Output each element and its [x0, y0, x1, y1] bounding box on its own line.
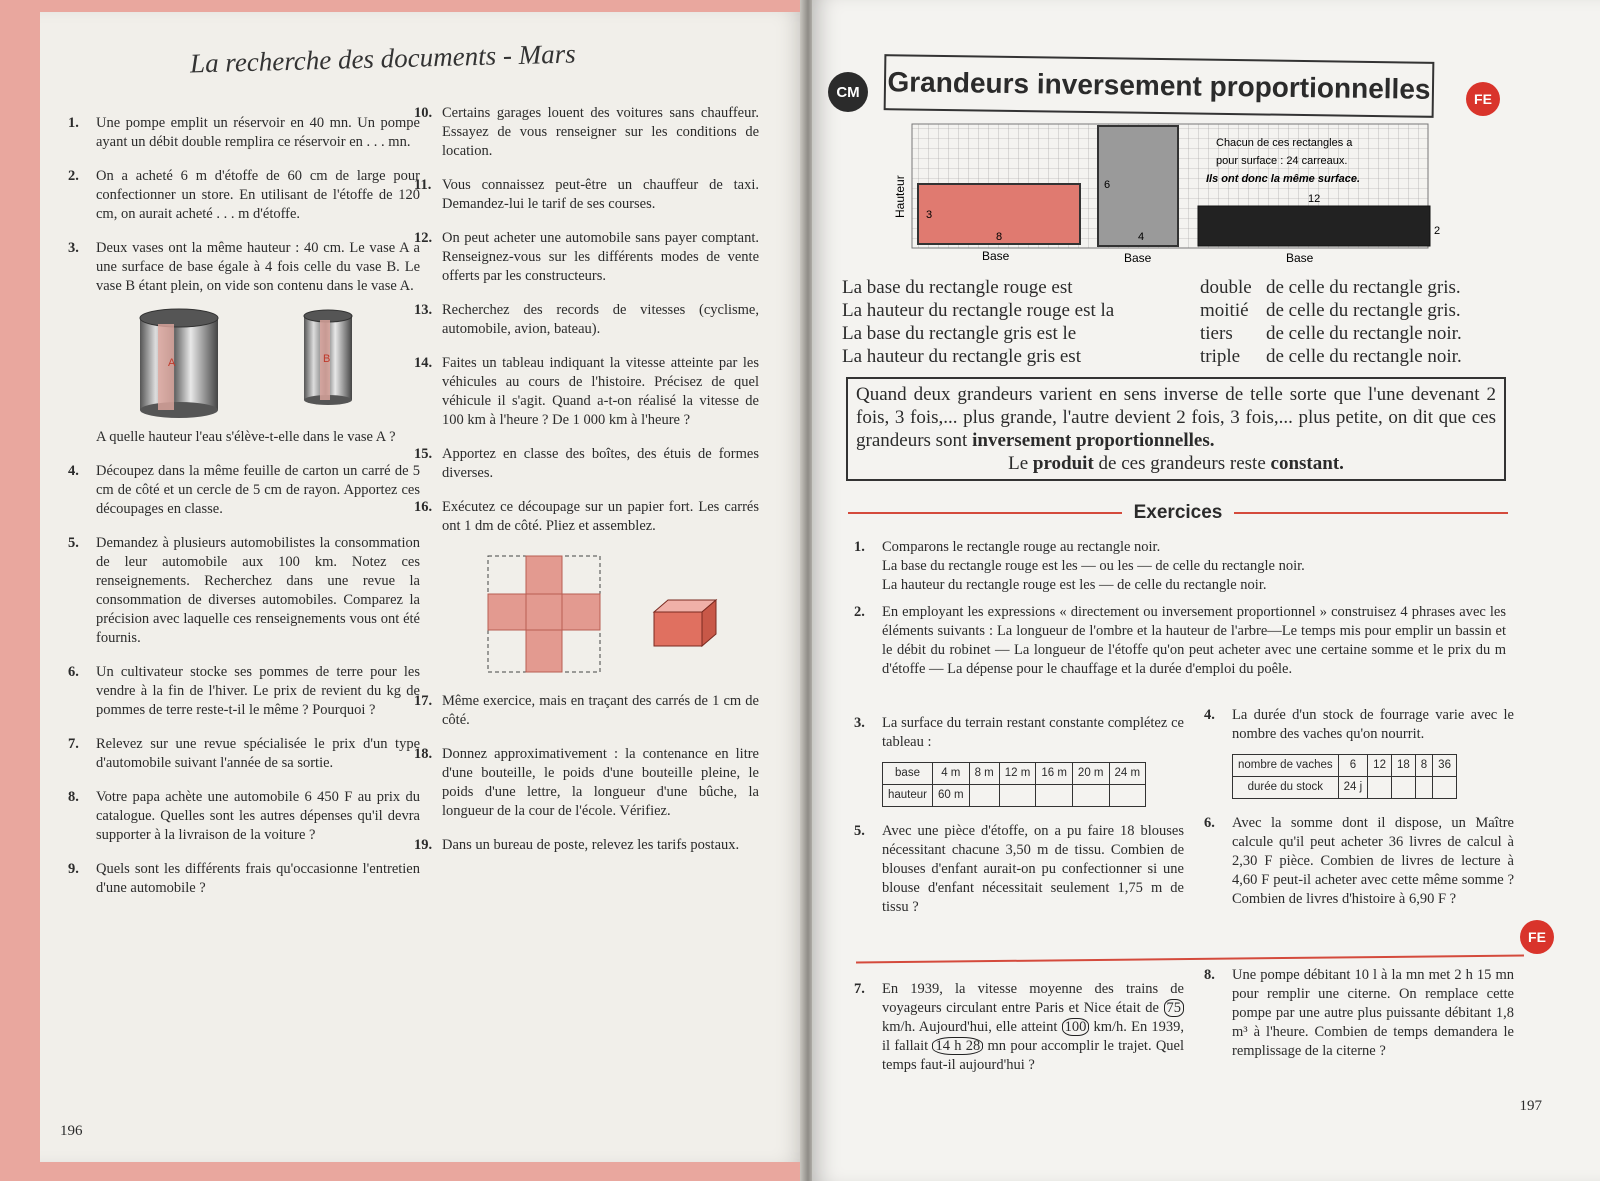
exercise-18 [414, 745, 759, 821]
comparison-subject: La hauteur du rectangle gris est [842, 346, 1081, 367]
circled-value: 100 [1062, 1018, 1090, 1036]
exercise-text: mn pour accomplir le trajet. Quel temps faut-il aujourd'hui ? [882, 1038, 1185, 1073]
exercise-number: 1. [854, 539, 865, 555]
exercise-text: Même exercice, mais en traçant des carrés de 1 cm de côté. [442, 693, 759, 728]
table-cell [999, 785, 1036, 807]
base-label-gray: Base [1124, 251, 1152, 265]
exercise-1 [68, 114, 420, 152]
box-net-figure [414, 546, 759, 686]
red-base-label: 8 [996, 231, 1003, 243]
exercise-8 [68, 788, 420, 845]
exercise-r6 [1204, 814, 1514, 909]
exercise-r2 [854, 603, 1506, 679]
exercise-number: 1. [68, 115, 79, 131]
rule-text: Quand deux grandeurs varient en sens inverse de telle sorte que l'une devenant 2 fois, 3 fois,... plus grande, l'autre devient 2 fois, 3 fois,... plus petite, on dit que ces grandeurs sont [856, 384, 1496, 451]
comparison-ratio: triple [1200, 346, 1241, 367]
exercise-5 [68, 534, 420, 648]
exercise-text: Une pompe emplit un réservoir en 40 mn. Un pompe ayant un débit double remplira ce réservoir en . . . mn. [96, 115, 420, 150]
exercise-text: Avec la somme dont il dispose, un Maître calcule qu'il peut acheter 36 livres de calcul à 2,30 F pièce. Combien de livres de lecture à 4,60 F peut-il acheter avec cette même somme ? Combien de livres d'histoire à 6,90 F ? [1232, 815, 1514, 907]
table-row-label: base [883, 763, 933, 785]
exercise-9 [68, 860, 420, 898]
exercise-number: 12. [414, 230, 433, 246]
comparison-row [842, 322, 1502, 345]
exercise-r3 [854, 714, 1184, 932]
exercise-text: Deux vases ont la même hauteur : 40 cm. Le vase A a une surface de base égale à 4 fois celle du vase B. Le vase B étant plein, on vide son contenu dans le vase A. [96, 240, 420, 294]
exercise-text: Demandez à plusieurs automobilistes la consommation de leur automobile aux 100 km. Notez ces renseignements. Recherchez dans une revue la consommation de diverses automobiles. Comparez la précision avec laquelle ces renseignements vous ont été fournis. [96, 535, 420, 646]
exercise-text: Dans un bureau de poste, relevez les tarifs postaux. [442, 837, 740, 853]
exercises-heading [848, 502, 1508, 524]
exercise-number: 16. [414, 499, 433, 515]
table-row-label: durée du stock [1233, 777, 1339, 799]
box-net-illustration [414, 546, 759, 686]
exercise-3-question [68, 428, 420, 447]
exercise-text: Relevez sur une revue spécialisée le prix d'un type d'automobile suivant l'année de sa sortie. [96, 736, 420, 771]
exercise-text: En employant les expressions « directement ou inversement proportionnel » construisez 4 phrases avec les éléments suivants : La longueur de l'ombre et la hauteur de l'arbre—Le temps mis pour emplir un bassin et le débit du robinet — La longueur de l'étoffe qu'on peut acheter avec une certaine somme et le prix du m d'étoffe — La dépense pour le chauffage et la durée d'emploi du poêle. [882, 604, 1506, 677]
comparison-subject: La hauteur du rectangle rouge est la [842, 300, 1115, 321]
table-cell: 20 m [1072, 763, 1109, 785]
page-number-left: 196 [60, 1123, 83, 1139]
exercise-11 [414, 176, 759, 214]
exercise-number: 7. [854, 981, 865, 997]
exercise-number: 11. [414, 177, 432, 193]
exercise-number: 13. [414, 302, 433, 318]
vases-figure [68, 304, 420, 424]
table-cell [1415, 777, 1432, 799]
exercise-text: Votre papa achète une automobile 6 450 F au prix du catalogue. Quelles sont les autres dépenses qu'il devra supporter à la livraison de la voiture ? [96, 789, 420, 843]
rule-emphasis: constant. [1270, 453, 1344, 474]
vase-b-label: B [323, 353, 331, 365]
exercise-14 [414, 354, 759, 430]
base-height-table [882, 762, 1146, 807]
exercise-r1 [854, 538, 1506, 694]
exercise-text: Un cultivateur stocke ses pommes de terre pour les vendre à la fin de l'hiver. Le prix de revient du kg de pommes de terre reste-t-il le même ? Pourquoi ? [96, 664, 420, 718]
exercise-text: Quels sont les différents frais qu'occasionne l'entretien d'une automobile ? [96, 861, 420, 896]
left-page [40, 12, 805, 1162]
exercise-text: Certains garages louent des voitures sans chauffeur. Essayez de vous renseigner sur les conditions de location. [442, 105, 759, 159]
exercise-number: 5. [68, 535, 79, 551]
table-cell [1036, 785, 1073, 807]
exercise-line: Comparons le rectangle rouge au rectangle noir. [882, 539, 1161, 555]
exercise-text: Vous connaissez peut-être un chauffeur de taxi. Demandez-lui le tarif de ses courses. [442, 177, 759, 212]
table-cell: 6 [1338, 755, 1368, 777]
comparison-ratio: double [1200, 277, 1252, 298]
exercise-15 [414, 445, 759, 483]
table-cell [1109, 785, 1146, 807]
exercise-r3-body [854, 714, 1184, 807]
comparison-object: de celle du rectangle gris. [1266, 277, 1461, 298]
comparison-object: de celle du rectangle noir. [1266, 323, 1462, 344]
table-cell [1368, 777, 1392, 799]
separator-rule [856, 955, 1524, 964]
exercise-number: 3. [854, 715, 865, 731]
comparison-row [842, 299, 1502, 322]
rule-text: Le [1008, 453, 1029, 474]
exercise-6 [68, 663, 420, 720]
exercise-text: Recherchez des records de vitesses (cyclisme, automobile, avion, bateau). [442, 302, 759, 337]
exercise-number: 14. [414, 355, 433, 371]
exercise-number: 8. [68, 789, 79, 805]
exercise-r4 [1204, 706, 1514, 924]
exercise-r8 [1204, 966, 1514, 1076]
exercise-number: 3. [68, 240, 79, 256]
comparison-ratio: moitié [1200, 300, 1249, 321]
rule-emphasis: inversement proportionnelles. [972, 430, 1215, 451]
exercise-text: La surface du terrain restant constante complétez ce tableau : [882, 715, 1184, 750]
table-row-label: nombre de vaches [1233, 755, 1339, 777]
exercise-r7-body [854, 980, 1184, 1075]
black-rectangle [1198, 206, 1430, 246]
right-page-title: Grandeurs inversement proportionnelles [884, 54, 1435, 118]
exercise-text: Apportez en classe des boîtes, des étuis de formes diverses. [442, 446, 759, 481]
table-cell: 8 m [969, 763, 999, 785]
exercises-title: Exercices [1133, 502, 1223, 523]
right-page [812, 0, 1600, 1181]
table-cell [1391, 777, 1415, 799]
circled-value: 14 h 28 [932, 1037, 983, 1055]
figure-note-line-2: pour surface : 24 carreaux. [1216, 155, 1348, 167]
table-cell: 36 [1433, 755, 1457, 777]
figure-note-line-3: Ils ont donc la même surface. [1206, 173, 1361, 185]
exercise-number: 4. [1204, 707, 1215, 723]
fe-badge-top: FE [1466, 82, 1500, 116]
exercise-number: 4. [68, 463, 79, 479]
comparison-row [842, 345, 1502, 368]
exercise-number: 17. [414, 693, 433, 709]
table-row-label: hauteur [883, 785, 933, 807]
exercise-r1-body [854, 538, 1506, 595]
exercise-2 [68, 167, 420, 224]
exercise-text: Exécutez ce découpage sur un papier fort. Les carrés ont 1 dm de côté. Pliez et assemblez. [442, 499, 759, 534]
gray-base-label: 4 [1138, 231, 1145, 243]
comparison-sentences [842, 276, 1502, 368]
base-label-black: Base [1286, 251, 1314, 265]
base-label-red: Base [982, 249, 1010, 263]
comparison-subject: La base du rectangle rouge est [842, 277, 1073, 298]
table-cell: 18 [1391, 755, 1415, 777]
rule-definition-box [846, 377, 1506, 481]
vases-illustration [68, 304, 420, 424]
axis-hauteur-label: Hauteur [893, 175, 907, 218]
exercise-number: 7. [68, 736, 79, 752]
exercise-text: Faites un tableau indiquant la vitesse atteinte par les véhicules au cours de l'histoire. Précisez de quel véhicule il s'agit. Quand a-t-on réalisé la vitesse de 100 km à l'heure ? De 1 000 km à l'heure ? [442, 355, 759, 428]
vase-a-label: A [168, 357, 176, 369]
left-column-2 [414, 104, 759, 870]
exercise-3 [68, 239, 420, 296]
gray-height-label: 6 [1104, 179, 1111, 191]
exercise-r7 [854, 980, 1184, 1090]
exercise-line: La hauteur du rectangle rouge est les — de celle du rectangle noir. [882, 577, 1267, 593]
circled-value: 75 [1164, 999, 1185, 1017]
exercise-text: Donnez approximativement : la contenance en litre d'une bouteille, le poids d'une bouteille pleine, le poids d'une lettre, la longueur d'une bûche, la longueur de la cour de l'école. Vérifiez. [442, 746, 759, 819]
exercise-19 [414, 836, 759, 855]
exercise-16 [414, 498, 759, 536]
table-cell: 60 m [933, 785, 970, 807]
exercise-4 [68, 462, 420, 519]
table-cell: 8 [1415, 755, 1432, 777]
exercise-number: 18. [414, 746, 433, 762]
exercise-number: 10. [414, 105, 433, 121]
exercise-r4-body [1204, 706, 1514, 799]
table-cell [1433, 777, 1457, 799]
exercise-12 [414, 229, 759, 286]
exercise-number: 19. [414, 837, 433, 853]
exercise-number: 6. [68, 664, 79, 680]
exercise-text: Une pompe débitant 10 l à la mn met 2 h 15 mn pour remplir une citerne. On remplace cette pompe par une autre plus puissante débitant 1,8 m³ à l'heure. Combien de temps demandera le remplissage de la citerne ? [1232, 967, 1514, 1059]
cows-stock-table [1232, 754, 1457, 799]
exercise-10 [414, 104, 759, 161]
exercise-text: On a acheté 6 m d'étoffe de 60 cm de large pour confectionner un store. En utilisant de l'étoffe de 120 cm, on aurait acheté . . . m d'étoffe. [96, 168, 420, 222]
exercise-text: En 1939, la vitesse moyenne des trains de voyageurs circulant entre Paris et Nice était de [882, 981, 1184, 1016]
exercise-text: La durée d'un stock de fourrage varie avec le nombre des vaches qu'on nourrit. [1232, 707, 1514, 742]
exercise-text: Avec une pièce d'étoffe, on a pu faire 18 blouses nécessitant chacune 3,50 m de tissu. Combien de blouses d'enfant aurait-on pu confectionner si une blouse d'enfant nécessitait seulement 1,75 m de tissu ? [882, 823, 1184, 915]
exercise-text: On peut acheter une automobile sans payer comptant. Renseignez-vous sur les différents modes de vente offerts par les constructeurs. [442, 230, 759, 284]
left-column-1 [68, 114, 420, 913]
figure-note-line-1: Chacun de ces rectangles a [1216, 137, 1353, 149]
comparison-object: de celle du rectangle gris. [1266, 300, 1461, 321]
page-number-right: 197 [1519, 1098, 1542, 1114]
exercise-r8-body [1204, 966, 1514, 1061]
black-height-label: 2 [1434, 225, 1441, 237]
black-base-label: 12 [1308, 193, 1321, 205]
exercise-text: km/h. En 1939, il fallait [882, 1019, 1184, 1054]
exercise-r5 [854, 822, 1184, 917]
rectangles-figure [893, 118, 1458, 268]
table-cell: 24 j [1338, 777, 1368, 799]
exercise-13 [414, 301, 759, 339]
exercise-text: Découpez dans la même feuille de carton un carré de 5 cm de côté et un cercle de 5 cm de rayon. Apportez ces découpages en classe. [96, 463, 420, 517]
table-cell: 12 [1368, 755, 1392, 777]
exercise-number: 15. [414, 446, 433, 462]
left-page-title: La recherche des documents - Mars [189, 38, 577, 79]
table-cell: 24 m [1109, 763, 1146, 785]
comparison-ratio: tiers [1200, 323, 1233, 344]
exercise-number: 2. [68, 168, 79, 184]
fe-badge-bottom: FE [1520, 920, 1554, 954]
exercise-number: 6. [1204, 815, 1215, 831]
rule-emphasis: produit [1032, 453, 1094, 474]
vase-a [140, 318, 218, 410]
exercise-7 [68, 735, 420, 773]
table-cell [969, 785, 999, 807]
comparison-subject: La base du rectangle gris est le [842, 323, 1077, 344]
red-height-label: 3 [926, 209, 933, 221]
comparison-row [842, 276, 1502, 299]
rule-text: de ces grandeurs reste [1098, 453, 1266, 474]
table-cell: 12 m [999, 763, 1036, 785]
comparison-object: de celle du rectangle noir. [1266, 346, 1462, 367]
exercise-text: km/h. Aujourd'hui, elle atteint [882, 1019, 1058, 1035]
exercise-number: 5. [854, 823, 865, 839]
exercise-17 [414, 692, 759, 730]
exercise-number: 2. [854, 604, 865, 620]
exercise-number: 8. [1204, 967, 1215, 983]
cm-badge: CM [828, 72, 868, 112]
exercise-text: A quelle hauteur l'eau s'élève-t-elle dans le vase A ? [96, 429, 396, 445]
table-cell: 4 m [933, 763, 970, 785]
exercise-line: La base du rectangle rouge est les — ou les — de celle du rectangle noir. [882, 558, 1305, 574]
table-cell [1072, 785, 1109, 807]
exercise-number: 9. [68, 861, 79, 877]
table-cell: 16 m [1036, 763, 1073, 785]
